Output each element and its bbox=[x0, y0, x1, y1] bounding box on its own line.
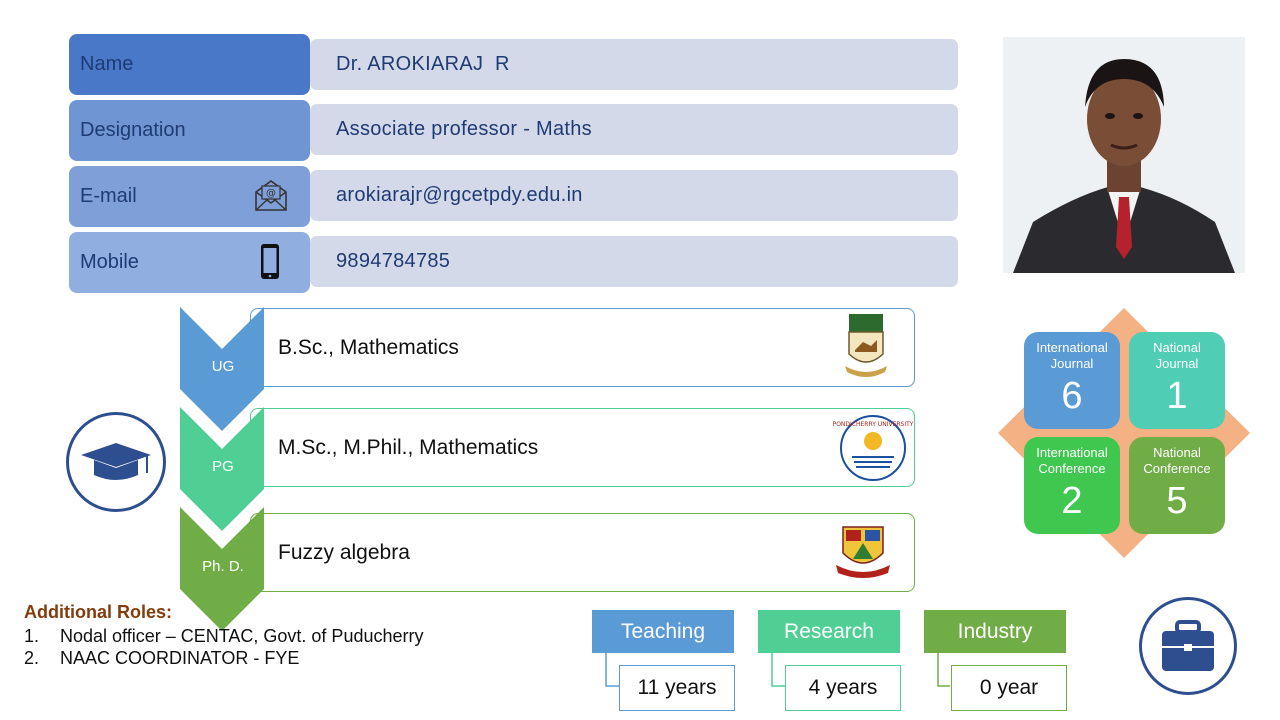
additional-roles-title: Additional Roles: bbox=[24, 602, 172, 622]
pg-label: PG bbox=[212, 458, 234, 475]
research-years: 4 years bbox=[785, 665, 901, 711]
mobile-value-box bbox=[310, 236, 958, 287]
email-label-box bbox=[69, 166, 310, 227]
national-journal-count: 1 bbox=[1166, 375, 1188, 417]
experience-icon-circle bbox=[1139, 597, 1237, 695]
international-conference-label: International Conference bbox=[1036, 445, 1108, 476]
international-conference-count: 2 bbox=[1061, 480, 1083, 522]
profile-photo bbox=[1003, 37, 1245, 273]
name-value-box bbox=[310, 39, 958, 90]
mobile-label: Mobile bbox=[80, 251, 139, 273]
industry-years: 0 year bbox=[951, 665, 1067, 711]
research-header: Research bbox=[758, 610, 900, 653]
national-conference-tile bbox=[1129, 437, 1225, 534]
email-icon bbox=[254, 178, 288, 212]
national-journal-label: National Journal bbox=[1153, 340, 1201, 371]
phd-label: Ph. D. bbox=[202, 558, 244, 575]
national-conference-label: National Conference bbox=[1143, 445, 1211, 476]
email-value-box bbox=[310, 170, 958, 221]
role-number-2: 2. bbox=[24, 648, 40, 668]
role-number-1: 1. bbox=[24, 626, 40, 646]
mobile-phone-icon bbox=[257, 243, 283, 281]
industry-header: Industry bbox=[924, 610, 1066, 653]
education-row-phd bbox=[250, 513, 915, 592]
mobile-label-box bbox=[69, 232, 310, 293]
designation-label-box bbox=[69, 100, 310, 161]
pg-degree: M.Sc., M.Phil., Mathematics bbox=[278, 435, 539, 459]
mobile-value[interactable]: 9894784785 bbox=[336, 250, 451, 272]
name-value: Dr. AROKIARAJ R bbox=[336, 53, 510, 75]
email-value[interactable]: arokiarajr@rgcetpdy.edu.in bbox=[336, 184, 583, 206]
national-conference-count: 5 bbox=[1166, 480, 1188, 522]
university-of-madras-logo bbox=[841, 312, 891, 380]
designation-value-box bbox=[310, 104, 958, 155]
international-conference-tile bbox=[1024, 437, 1120, 534]
email-label: E-mail bbox=[80, 185, 137, 207]
name-label-box bbox=[69, 34, 310, 95]
role-text-1: Nodal officer – CENTAC, Govt. of Puducherry bbox=[60, 626, 424, 646]
role-item-1 bbox=[24, 626, 423, 647]
international-journal-count: 6 bbox=[1061, 375, 1083, 417]
graduation-cap-icon bbox=[69, 415, 163, 509]
annamalai-university-logo bbox=[833, 521, 893, 581]
role-text-2: NAAC COORDINATOR - FYE bbox=[60, 648, 300, 668]
briefcase-icon bbox=[1142, 600, 1234, 692]
international-journal-tile bbox=[1024, 332, 1120, 429]
pondicherry-logo-text: PONDICHERRY UNIVERSITY bbox=[832, 421, 914, 428]
ug-label: UG bbox=[211, 358, 235, 375]
teaching-years: 11 years bbox=[619, 665, 735, 711]
international-journal-label: International Journal bbox=[1036, 340, 1108, 371]
national-journal-tile bbox=[1129, 332, 1225, 429]
designation-label: Designation bbox=[80, 119, 186, 141]
ug-degree: B.Sc., Mathematics bbox=[278, 335, 459, 359]
education-row-pg bbox=[250, 408, 915, 487]
education-icon-circle bbox=[66, 412, 166, 512]
name-label: Name bbox=[80, 53, 134, 75]
pondicherry-university-logo bbox=[832, 413, 914, 483]
svg-text:@: @ bbox=[266, 188, 276, 199]
education-row-ug bbox=[250, 308, 915, 387]
teaching-header: Teaching bbox=[592, 610, 734, 653]
phd-topic: Fuzzy algebra bbox=[278, 540, 410, 564]
role-item-2 bbox=[24, 648, 299, 669]
designation-value: Associate professor - Maths bbox=[336, 118, 592, 140]
